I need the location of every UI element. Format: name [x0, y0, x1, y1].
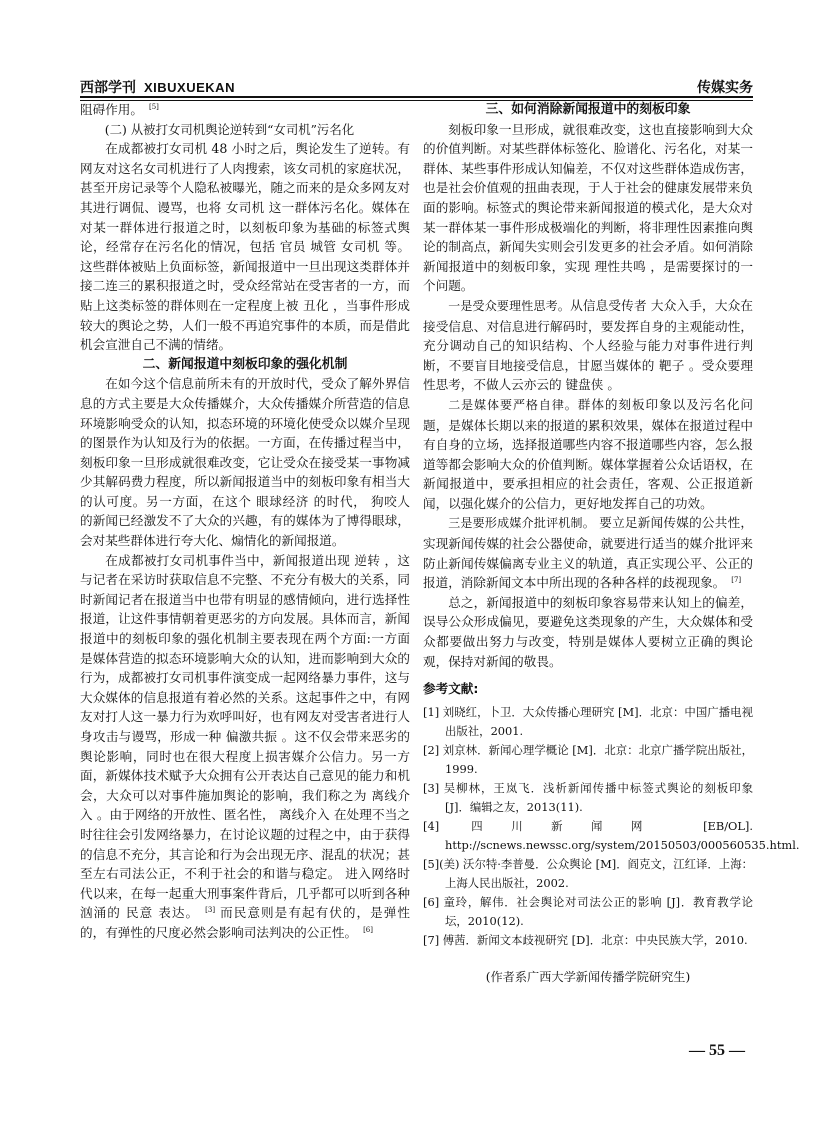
- reference-item: [5](美) 沃尔特·李普曼．公众舆论 [M]．阎克文，江红译．上海：上海人民出版社，2002.: [423, 856, 753, 890]
- reference-item: [2] 刘京林．新闻心理学概论 [M]．北京：北京广播学院出版社，1999.: [423, 742, 753, 776]
- subsection-heading: (二) 从被打女司机舆论逆转到“女司机”污名化: [104, 121, 355, 137]
- references-title: 参考文献:: [423, 681, 479, 697]
- lead-phrase: 三是要形成媒介批评机制。: [448, 516, 596, 531]
- reference-item: [3] 吴柳林，王岚飞．浅析新闻传播中标签式舆论的刻板印象 [J]．编辑之友，2013(11).: [423, 780, 753, 814]
- references-list: [423, 703, 800, 950]
- paragraph: 总之，新闻报道中的刻板印象容易带来认知上的偏差，误导公众形成偏见，要避免这类现象的产生，大众媒体和受众都要做出努力与改变，特别是媒体人要树立正确的舆论观，保持对新闻的敬畏。: [423, 594, 753, 669]
- header-rule-thick: [80, 96, 753, 98]
- right-column: [423, 100, 800, 987]
- page-number: — 55 —: [689, 1042, 745, 1059]
- reference-item: [1] 刘晓红，卜卫．大众传播心理研究 [M]．北京：中国广播电视出版社，2001.: [423, 704, 753, 738]
- paragraph: 二是媒体要严格自律。群体的刻板印象以及污名化问题，是媒体长期以来的报道的累积效果，媒体在报道过程中有自身的立场，选择报道哪些内容不报道哪些内容，怎么报道等都会影响大众的价值判断。媒体掌握着公众话语权，在新闻报道中，要承担相应的社会责任，客观、公正报道新闻，以强化媒介的公信力，更好地发挥自己的功效。: [423, 396, 753, 511]
- section-heading: 二、新闻报道中刻板印象的强化机制: [142, 356, 348, 372]
- citation: [3]: [205, 906, 216, 915]
- citation: [5]: [148, 102, 159, 111]
- paragraph: 一是受众要理性思考。从信息受传者 大众入手，大众在接受信息、对信息进行解码时，要发挥自身的主观能动性，充分调动自己的知识结构、个人经验与能力对事件进行判断，不要盲目地接受信息，甘愿当媒体的 靶子 。受众要理性思考，不做人云亦云的 键盘侠 。: [423, 297, 753, 393]
- paragraph-continuation: 阻碍作用。 [5]: [80, 102, 159, 117]
- paragraph: 刻板印象一旦形成，就很难改变，这也直接影响到大众的价值判断。对某些群体标签化、脸谱化、污名化，对某一群体、某些事件形成认知偏差，不仅对这些群体造成伤害，也是社会价值观的扭曲表现，于人于社会的健康发展带来负面的影响。标签式的舆论带来新闻报道的模式化，是大众对某一群体某一事件形成极端化的判断，将非理性因素推向舆论的制高点，新闻失实则会引发更多的社会矛盾。如何消除新闻报道中的刻板印象，实现 理性共鸣 ，是需要探讨的一个问题。: [423, 121, 753, 294]
- section-heading: 三、如何消除新闻报道中的刻板印象: [485, 102, 691, 117]
- section-name: 传媒实务: [697, 80, 753, 96]
- lead-phrase: 二是媒体要严格自律。: [448, 397, 578, 412]
- journal-name-latin: XIBUXUEKAN: [144, 80, 235, 95]
- paragraph: 在如今这个信息前所未有的开放时代，受众了解外界信息的方式主要是大众传播媒介，大众传播媒介所营造的信息环境影响受众的认知，拟态环境的环境化使受众以媒介呈现的图景作为认知及行为的依据。一方面，在传播过程当中，刻板印象一旦形成就很难改变，它让受众在接受某一事物减少其解码费力程度，所以新闻报道当中的刻板印象有相当大的认可度。另一方面，在这个 眼球经济 的时代， 狗咬人 的新闻已经激发不了大众的兴趣，有的媒体为了博得眼球，会对某些群体进行夸大化、煽情化的新闻报道。: [80, 376, 410, 549]
- paragraph: 在成都被打女司机事件当中，新闻报道出现 逆转 ，这与记者在采访时获取信息不完整、不充分有极大的关系，同时新闻记者在报道当中也带有明显的感情倾向，进行选择性报道，让这件事情朝着更恶劣的方向发展。具体而言，新闻报道中的刻板印象的强化机制主要表现在两个方面:一方面是媒体营造的拟态环境影响大众的认知，进而影响到大众的行为，成都被打女司机事件演变成一起网络暴力事件，这与大众媒体的信息报道有着必然的关系。这起事件之中，有网友对打人这一暴力行为欢呼叫好，也有网友对受害者进行人身攻击与谩骂，形成一种 偏激共振 。这不仅会带来恶劣的舆论影响，同时也在很大程度上损害媒介公信力。另一方面，新媒体技术赋予大众拥有公开表达自己意见的能力和机会，大众可以对事件施加舆论的影响，我们称之为 离线介入 。由于网络的开放性、匿名性， 离线介入 在处理不当之时往往会引发网络暴力，在讨论议题的过程之中，由于获得的信息不充分，其言论和行为会出现无序、混乱的状况；甚至左右司法公正，不利于社会的和谐与稳定。 进入网络时代以来，在每一起重大刑事案件背后，几乎都可以听到各种汹涌的 民意 表达。 [3] 而民意则是有起有伏的，是弹性的，有弹性的尺度必然会影响司法判决的公正性。 [6]: [80, 552, 410, 940]
- journal-name: 西部学刊 XIBUXUEKAN: [80, 80, 235, 96]
- lead-phrase: 一是受众要理性思考。: [448, 298, 571, 313]
- reference-item: [6] 童玲，解伟．社会舆论对司法公正的影响 [J]．教育教学论坛，2010(12).: [423, 894, 753, 928]
- paragraph: 在成都被打女司机 48 小时之后，舆论发生了逆转。有网友对这名女司机进行了人肉搜索，该女司机的家庭状况，甚至开房记录等个人隐私被曝光，随之而来的是众多网友对其进行调侃、谩骂，也将 女司机 这一群体污名化。媒体在对某一群体进行报道之时，以刻板印象为基础的标签式舆论，经常存在污名化的情况，包括 官员 城管 女司机 等。这些群体被贴上负面标签，新闻报道中一旦出现这类群体并接二连三的累积报道之时，受众经常站在受害者的一方，而贴上这类标签的群体则在一定程度上被 丑化 ，当事件形成较大的舆论之势，人们一般不再追究事件的本质，而是借此机会宣泄自己不满的情绪。: [80, 141, 410, 353]
- reference-item: [4] 四川新闻网 [EB/OL]. http://scnews.newssc.org/system/20150503/000560535.html.: [423, 818, 800, 852]
- author-affiliation: (作者系广西大学新闻传播学院研究生): [485, 969, 691, 984]
- paragraph: 三是要形成媒介批评机制。 要立足新闻传媒的公共性，实现新闻传媒的社会公器使命，就要进行适当的媒介批评来防止新闻传媒偏离专业主义的轨道，真正实现公平、公正的报道，消除新闻文本中所出现的各种各样的歧视现象。 [7]: [423, 515, 753, 591]
- reference-item: [7] 傅茜．新闻文本歧视研究 [D]．北京：中央民族大学，2010.: [423, 932, 748, 947]
- citation: [7]: [731, 576, 742, 585]
- citation: [6]: [363, 925, 373, 934]
- left-column: [80, 100, 410, 943]
- running-header: [80, 77, 753, 97]
